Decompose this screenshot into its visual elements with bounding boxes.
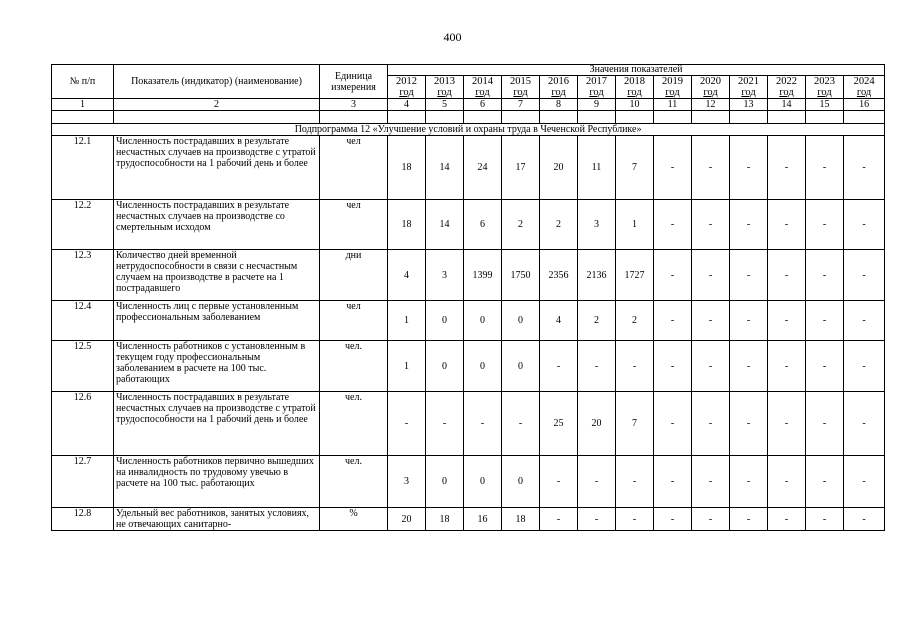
value-cell: - [578, 456, 616, 508]
value-cell: 0 [502, 341, 540, 392]
table-row [52, 392, 885, 456]
value-cell: 2136 [578, 250, 616, 301]
value-cell: - [692, 456, 730, 508]
value-cell: - [730, 392, 768, 456]
value-cell: - [844, 456, 885, 508]
value-cell: - [464, 392, 502, 456]
indicator-name: Численность работников с установленным в текущем году профессиональным заболеванием в расчете на 100 тыс. работающих [114, 341, 320, 392]
page-number: 400 [443, 30, 462, 44]
column-number: 5 [426, 99, 464, 111]
column-number: 12 [692, 99, 730, 111]
unit-cell: % [320, 508, 388, 531]
value-cell: - [730, 456, 768, 508]
value-cell: - [654, 392, 692, 456]
unit-cell: чел [320, 200, 388, 250]
value-cell: - [616, 456, 654, 508]
value-cell: - [692, 250, 730, 301]
row-number: 12.5 [52, 341, 114, 392]
value-cell: - [806, 200, 844, 250]
year-header: 2015 год [502, 76, 540, 99]
value-cell: 14 [426, 200, 464, 250]
value-cell: - [806, 508, 844, 531]
year-header: 2024 год [844, 76, 885, 99]
value-cell: 6 [464, 200, 502, 250]
row-number: 12.1 [52, 136, 114, 200]
value-cell: - [654, 200, 692, 250]
value-cell: 2 [540, 200, 578, 250]
value-cell: 0 [464, 301, 502, 341]
value-cell: - [540, 508, 578, 531]
indicator-name: Количество дней временной нетрудоспособности в связи с несчастным случаем на производстве в расчете на 1 пострадавшего [114, 250, 320, 301]
value-cell: - [730, 341, 768, 392]
value-cell: 4 [388, 250, 426, 301]
value-cell: 14 [426, 136, 464, 200]
year-header: 2017 год [578, 76, 616, 99]
value-cell: - [654, 341, 692, 392]
indicator-name: Удельный вес работников, занятых условиях, не отвечающих санитарно- [114, 508, 320, 531]
year-header: 2014 год [464, 76, 502, 99]
value-cell: 0 [502, 301, 540, 341]
value-cell: - [844, 301, 885, 341]
row-number: 12.8 [52, 508, 114, 531]
header-num: № п/п [52, 65, 114, 99]
value-cell: 18 [388, 136, 426, 200]
column-number: 2 [114, 99, 320, 111]
year-header: 2016 год [540, 76, 578, 99]
value-cell: - [616, 508, 654, 531]
indicator-name: Численность лиц с первые установленным профессиональным заболеванием [114, 301, 320, 341]
unit-cell: чел [320, 136, 388, 200]
value-cell: - [540, 456, 578, 508]
value-cell: 1727 [616, 250, 654, 301]
year-header: 2023 год [806, 76, 844, 99]
value-cell: - [844, 200, 885, 250]
value-cell: - [540, 341, 578, 392]
value-cell: - [692, 301, 730, 341]
value-cell: - [806, 392, 844, 456]
column-number: 3 [320, 99, 388, 111]
value-cell: - [768, 250, 806, 301]
table-row [52, 136, 885, 200]
value-cell: - [768, 508, 806, 531]
year-header: 2012 год [388, 76, 426, 99]
column-number: 16 [844, 99, 885, 111]
value-cell: - [844, 136, 885, 200]
value-cell: - [654, 508, 692, 531]
value-cell: 20 [388, 508, 426, 531]
value-cell: - [806, 301, 844, 341]
value-cell: - [806, 250, 844, 301]
value-cell: - [844, 392, 885, 456]
value-cell: - [806, 456, 844, 508]
year-header: 2013 год [426, 76, 464, 99]
column-number: 14 [768, 99, 806, 111]
table-row [52, 456, 885, 508]
column-number: 8 [540, 99, 578, 111]
column-number: 4 [388, 99, 426, 111]
value-cell: - [768, 136, 806, 200]
column-number: 7 [502, 99, 540, 111]
year-header: 2022 год [768, 76, 806, 99]
value-cell: - [768, 456, 806, 508]
year-header: 2021 год [730, 76, 768, 99]
subprogram-title: Подпрограмма 12 «Улучшение условий и охраны труда в Чеченской Республике» [52, 124, 885, 136]
value-cell: - [844, 341, 885, 392]
value-cell: 1399 [464, 250, 502, 301]
year-header: 2018 год [616, 76, 654, 99]
value-cell: 11 [578, 136, 616, 200]
row-number: 12.3 [52, 250, 114, 301]
value-cell: - [692, 200, 730, 250]
value-cell: 0 [426, 341, 464, 392]
value-cell: - [768, 301, 806, 341]
value-cell: - [844, 508, 885, 531]
value-cell: - [730, 200, 768, 250]
indicator-name: Численность пострадавших в результате несчастных случаев на производстве со смертельным исходом [114, 200, 320, 250]
row-number: 12.6 [52, 392, 114, 456]
value-cell: 7 [616, 136, 654, 200]
unit-cell: чел. [320, 341, 388, 392]
value-cell: - [426, 392, 464, 456]
indicators-table [51, 64, 885, 531]
value-cell: - [730, 136, 768, 200]
value-cell: - [730, 250, 768, 301]
value-cell: - [844, 250, 885, 301]
value-cell: - [692, 392, 730, 456]
value-cell: - [654, 301, 692, 341]
value-cell: 0 [502, 456, 540, 508]
value-cell: 2356 [540, 250, 578, 301]
value-cell: - [692, 136, 730, 200]
header-values: Значения показателей [388, 65, 885, 76]
row-number: 12.7 [52, 456, 114, 508]
value-cell: 2 [578, 301, 616, 341]
row-number: 12.2 [52, 200, 114, 250]
table-row [52, 200, 885, 250]
value-cell: 18 [502, 508, 540, 531]
value-cell: 0 [426, 456, 464, 508]
value-cell: - [730, 508, 768, 531]
value-cell: 3 [578, 200, 616, 250]
value-cell: 1 [388, 301, 426, 341]
unit-cell: дни [320, 250, 388, 301]
indicator-name: Численность пострадавших в результате несчастных случаев на производстве с утратой трудоспособности на 1 рабочий день и более [114, 392, 320, 456]
indicator-name: Численность работников первично вышедших на инвалидность по трудовому увечью в расчете на 100 тыс. работающих [114, 456, 320, 508]
unit-cell: чел. [320, 456, 388, 508]
value-cell: - [616, 341, 654, 392]
value-cell: - [578, 341, 616, 392]
table-row [52, 250, 885, 301]
value-cell: 7 [616, 392, 654, 456]
year-header: 2019 год [654, 76, 692, 99]
column-number: 9 [578, 99, 616, 111]
row-number: 12.4 [52, 301, 114, 341]
column-number: 10 [616, 99, 654, 111]
value-cell: 18 [388, 200, 426, 250]
table-row [52, 508, 885, 531]
value-cell: - [768, 392, 806, 456]
value-cell: - [578, 508, 616, 531]
header-unit: Единица измерения [320, 65, 388, 99]
value-cell: - [692, 508, 730, 531]
column-number: 13 [730, 99, 768, 111]
value-cell: 1750 [502, 250, 540, 301]
value-cell: 2 [502, 200, 540, 250]
value-cell: - [654, 250, 692, 301]
unit-cell: чел. [320, 392, 388, 456]
value-cell: 24 [464, 136, 502, 200]
header-indicator: Показатель (индикатор) (наименование) [114, 65, 320, 99]
value-cell: 0 [464, 456, 502, 508]
column-number: 11 [654, 99, 692, 111]
value-cell: - [768, 341, 806, 392]
value-cell: 1 [616, 200, 654, 250]
value-cell: 0 [426, 301, 464, 341]
value-cell: - [388, 392, 426, 456]
value-cell: 3 [388, 456, 426, 508]
column-number: 15 [806, 99, 844, 111]
value-cell: - [730, 301, 768, 341]
value-cell: 17 [502, 136, 540, 200]
unit-cell: чел [320, 301, 388, 341]
value-cell: 4 [540, 301, 578, 341]
value-cell: - [692, 341, 730, 392]
value-cell: - [768, 200, 806, 250]
value-cell: 16 [464, 508, 502, 531]
table-row [52, 301, 885, 341]
value-cell: 18 [426, 508, 464, 531]
value-cell: - [502, 392, 540, 456]
value-cell: 20 [578, 392, 616, 456]
column-number: 1 [52, 99, 114, 111]
column-number: 6 [464, 99, 502, 111]
table-row [52, 341, 885, 392]
year-header: 2020 год [692, 76, 730, 99]
value-cell: 20 [540, 136, 578, 200]
value-cell: 1 [388, 341, 426, 392]
value-cell: 0 [464, 341, 502, 392]
value-cell: - [654, 456, 692, 508]
value-cell: 25 [540, 392, 578, 456]
value-cell: - [806, 136, 844, 200]
value-cell: 3 [426, 250, 464, 301]
value-cell: 2 [616, 301, 654, 341]
value-cell: - [654, 136, 692, 200]
value-cell: - [806, 341, 844, 392]
indicator-name: Численность пострадавших в результате несчастных случаев на производстве с утратой трудоспособности на 1 рабочий день и более [114, 136, 320, 200]
